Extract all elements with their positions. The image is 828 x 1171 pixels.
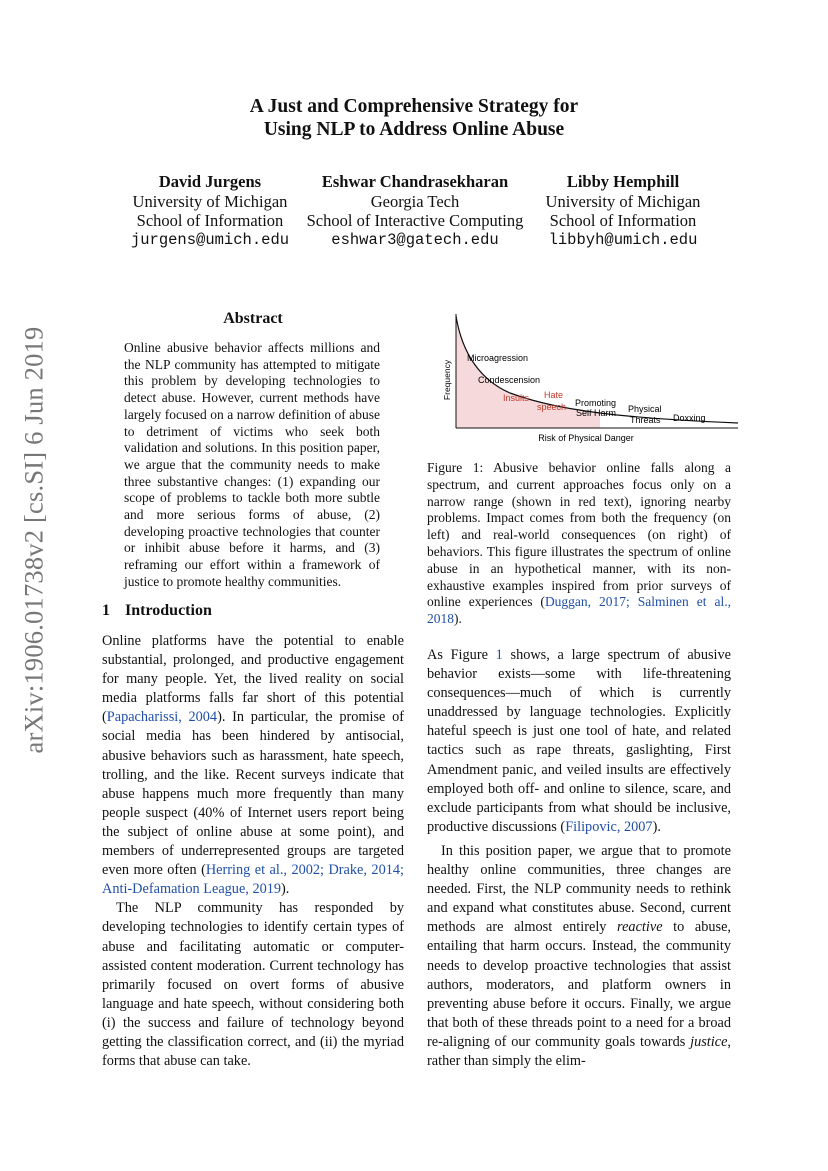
right-column	[427, 646, 731, 1071]
citation-link[interactable]: Filipovic, 2007	[565, 818, 653, 835]
intro-paragraph-2: The NLP community has responded by developing technologies to identify certain types of abuse and facilitating automatic or computer-assisted content moderation. Current technology has primarily focused on overt forms of abusive language and hate speech, without considering both (i) the success and failure of technology beyond getting the classification correct, and (ii) the myriad forms that abuse can take.	[102, 900, 404, 1070]
label-hate-speech-line2: speech	[537, 402, 567, 412]
label-physical-threats-line2: Threats	[630, 415, 661, 425]
text-run: , rather than simply the elim-	[427, 1033, 731, 1069]
label-physical-threats-line1: Physical	[628, 404, 662, 414]
right-paragraph-2	[427, 842, 731, 1071]
abstract-heading: Abstract	[223, 310, 283, 327]
author-email[interactable]: eshwar3@gatech.edu	[331, 230, 499, 249]
author-email[interactable]: libbyh@umich.edu	[548, 230, 698, 249]
arxiv-identifier: arXiv:1906.01738v2 [cs.SI] 6 Jun 2019	[18, 326, 49, 754]
author-block-2	[300, 172, 530, 250]
title-line-1: A Just and Comprehensive Strategy for	[249, 96, 579, 117]
author-email[interactable]: jurgens@umich.edu	[130, 230, 290, 249]
emphasis-text: justice	[690, 1033, 728, 1050]
text-run: ).	[652, 818, 661, 835]
title-line-2: Using NLP to Address Online Abuse	[263, 119, 565, 140]
text-run: ).	[454, 611, 462, 627]
text-run: Online platforms have the potential to enable substantial, prolonged, and productive engagement for many people. Yet, the lived reality on social media platforms falls far short of this potential (	[102, 633, 404, 726]
abstract-text: Online abusive behavior affects millions and the NLP community has attempted to mitigate this problem by developing technologies to detect abuse. However, current methods have largely focused on a narrow definition of abuse to detriment of victims who seek both validation and solutions. In this position paper, we argue that the community needs to make three substantive changes: (1) expanding our scope of problems to tackle both more subtle and more serious forms of abuse, (2) developing proactive technologies that counter or inhibit abuse before it harms, and (3) reframing our effort within a framework of justice to promote healthy communities.	[124, 340, 380, 589]
y-axis-label: Frequency	[442, 359, 452, 401]
x-axis-label: Risk of Physical Danger	[538, 433, 634, 443]
label-microaggression: Microagression	[467, 353, 529, 363]
label-insults: Insults	[503, 393, 530, 403]
author-name: Libby Hemphill	[566, 172, 680, 191]
author-affiliation: University of Michigan	[132, 191, 288, 211]
label-promoting-self-harm-line2: Self Harm	[576, 408, 617, 418]
figure-1-abuse-spectrum	[440, 308, 740, 453]
author-block-3	[533, 172, 713, 250]
right-paragraph-1	[427, 646, 731, 837]
emphasis-text: reactive	[617, 919, 663, 936]
citation-link[interactable]: Papacharissi, 2004	[106, 709, 218, 726]
citation-link[interactable]: Duggan, 2017; Salminen et al., 2018	[427, 594, 731, 627]
figure-ref-link[interactable]: 1	[495, 647, 503, 663]
section-title: Introduction	[125, 602, 212, 619]
paper-title	[0, 95, 828, 141]
author-block-1	[120, 172, 300, 250]
author-department: School of Interactive Computing	[306, 211, 524, 230]
text-run: In this position paper, we argue that to promote healthy online communities, three changes are needed. First, the NLP community needs to rethink and expand what constitutes abuse. Second, current methods are almost entirely	[427, 842, 731, 936]
text-run: Figure 1: Abusive behavior online falls along a spectrum, and current approaches focus only on a narrow range (shown in red text), ignoring nearby problems. Impact comes from both the frequency (on left) and real-world consequences (on right) of behaviors. This figure illustrates the spectrum of online abuse in an hypothetical manner, with its non-exhaustive examples inspired from prior surveys of online experiences (	[427, 460, 731, 610]
text-run: shows, a large spectrum of abusive behavior exists—some with life-threatening consequences—much of which is currently unaddressed by language technologies. Explicitly hateful speech is just one tool of hate, and related tactics such as rape threats, gaslighting, First Amendment panic, and veiled insults are effectively employed both off- and online to silence, scare, and exclude participants from what should be inclusive, productive discussions (	[427, 647, 731, 835]
label-hate-speech-line1: Hate	[544, 390, 564, 400]
label-doxxing: Doxxing	[673, 413, 706, 423]
text-run: As Figure	[427, 647, 496, 663]
text-run: to abuse, entailing that harm occurs. Instead, the community needs to develop proactive technologies that assist authors, moderators, and platform owners in preventing abuse before it occurs. Finally, we argue that both of these threads point to a need for a broad re-aligning of our community goals towards	[427, 919, 731, 1050]
section-number: 1	[102, 602, 110, 619]
author-affiliation: University of Michigan	[545, 191, 701, 211]
author-department: School of Information	[549, 211, 697, 230]
intro-paragraph-1	[102, 632, 404, 899]
author-name: David Jurgens	[158, 172, 262, 191]
text-run: ).	[281, 881, 290, 898]
author-department: School of Information	[136, 211, 284, 230]
label-condescension: Condescension	[478, 375, 541, 385]
arxiv-sidebar	[4, 326, 64, 754]
text-run: ). In particular, the promise of social media has been hindered by antisocial, abusive behaviors such as harassment, hate speech, trolling, and the like. Recent surveys indicate that abuse happens much more frequently than many people suspect (40% of Internet users report being the subject of online abuse at some point), and members of underrepresented groups are targeted even more often (	[102, 709, 404, 879]
left-column	[102, 632, 404, 1071]
section-heading	[102, 602, 212, 620]
author-affiliation: Georgia Tech	[370, 191, 460, 211]
author-name: Eshwar Chandrasekharan	[321, 172, 509, 191]
label-promoting-self-harm-line1: Promoting	[575, 398, 617, 408]
figure-1-caption	[427, 460, 731, 628]
citation-link[interactable]: Herring et al., 2002; Drake, 2014; Anti-Defamation League, 2019	[102, 862, 404, 898]
